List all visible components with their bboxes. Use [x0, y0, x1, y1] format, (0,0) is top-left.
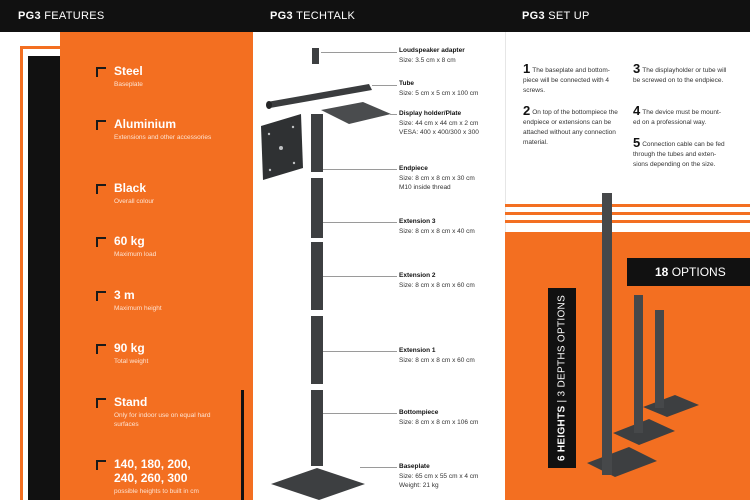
leader-line — [372, 85, 397, 86]
feature-item — [96, 181, 246, 206]
corner-bracket-icon — [96, 291, 106, 301]
header-bar — [0, 0, 750, 32]
techtalk-heading: PG3 TECHTALK — [270, 10, 356, 22]
feature-item — [96, 395, 226, 429]
feature-item — [96, 64, 246, 89]
feature-subtitle: possible heights to built in cm — [114, 488, 199, 495]
leader-line — [360, 467, 397, 468]
part-label: Extension 3 Size: 8 cm x 8 cm x 40 cm — [399, 218, 475, 235]
exploded-stand-illustration — [253, 32, 505, 500]
part-label: Bottompiece Size: 8 cm x 8 cm x 106 cm — [399, 409, 479, 426]
setup-heading: PG3 SET UP — [522, 10, 590, 22]
tall-stand — [587, 447, 657, 477]
part-label: Loudspeaker adapter Size: 3.5 cm x 8 cm — [399, 47, 465, 64]
medium-stand — [613, 419, 675, 445]
feature-subtitle: Overall colour — [114, 198, 155, 205]
feature-title: 140, 180, 200, 240, 260, 300 — [114, 457, 191, 485]
setup-step: 1 The baseplate and bottom-piece will be connected with 4 screws. — [523, 61, 610, 94]
part-label: Endpiece Size: 8 cm x 8 cm x 30 cm M10 inside thread — [399, 165, 475, 191]
corner-bracket-icon — [96, 398, 106, 408]
feature-item — [96, 117, 246, 142]
setup-step: 4 The device must be mount-ed on a professional way. — [633, 103, 721, 126]
stand-variants-illustration — [505, 185, 750, 500]
feature-subtitle: Total weight — [114, 358, 149, 365]
extension-1-part — [311, 316, 323, 384]
leader-line — [323, 276, 397, 277]
leader-line — [323, 413, 397, 414]
feature-subtitle: Baseplate — [114, 81, 143, 88]
decor-line-vertical — [20, 46, 23, 500]
baseplate-part — [271, 468, 365, 500]
extension-2-part — [311, 242, 323, 310]
feature-title: Aluminium — [114, 117, 176, 131]
features-panel — [60, 32, 253, 500]
features-heading: PG3 FEATURES — [18, 10, 105, 22]
setup-step: 3 The displayholder or tube will be screwed on to the endpiece. — [633, 61, 727, 84]
part-label: Tube Size: 5 cm x 5 cm x 100 cm — [399, 80, 479, 97]
setup-step: 2 On top of the bottompiece the endpiece or extensions can be attached without any connection material. — [523, 103, 618, 146]
feature-subtitle: Maximum height — [114, 305, 162, 312]
part-label: Baseplate Size: 65 cm x 55 cm x 4 cm Weight: 21 kg — [399, 463, 479, 489]
feature-item — [96, 288, 246, 313]
corner-bracket-icon — [96, 120, 106, 130]
loudspeaker-adapter-part — [312, 48, 319, 64]
bottompiece-part — [311, 390, 323, 466]
feature-item — [96, 234, 246, 259]
decor-black-bar — [28, 56, 60, 500]
corner-bracket-icon — [96, 184, 106, 194]
options-count-badge: 18 OPTIONS — [627, 258, 750, 286]
feature-title: 60 kg — [114, 234, 145, 248]
part-label: Display holder/Plate Size: 44 cm x 44 cm x 2 cm VESA: 400 x 400/300 x 300 — [399, 110, 479, 136]
feature-item — [96, 457, 216, 496]
feature-subtitle: Only for indoor use on equal hard surfaces — [114, 412, 211, 428]
decor-black-line — [241, 390, 244, 500]
feature-title: 90 kg — [114, 341, 145, 355]
feature-subtitle: Maximum load — [114, 251, 157, 258]
corner-bracket-icon — [96, 460, 106, 470]
setup-step: 5 Connection cable can be fed through the tubes and exten-sions depending on the size. — [633, 135, 725, 168]
feature-title: Stand — [114, 395, 148, 409]
options-vertical-label: 6 HEIGHTS | 3 DEPTHS OPTIONS — [556, 294, 568, 462]
leader-line — [321, 52, 397, 53]
display-plate-part — [321, 102, 391, 124]
decor-line-horizontal — [20, 46, 68, 49]
feature-title: Steel — [114, 64, 143, 78]
endpiece-part — [311, 114, 323, 172]
corner-bracket-icon — [96, 344, 106, 354]
leader-line — [323, 222, 397, 223]
leader-line — [323, 351, 397, 352]
corner-bracket-icon — [96, 67, 106, 77]
corner-bracket-icon — [96, 237, 106, 247]
feature-item — [96, 341, 246, 366]
part-label: Extension 1 Size: 8 cm x 8 cm x 60 cm — [399, 347, 475, 364]
leader-line — [323, 169, 397, 170]
extension-3-part — [311, 178, 323, 238]
leader-line — [390, 114, 397, 115]
part-label: Extension 2 Size: 8 cm x 8 cm x 60 cm — [399, 272, 475, 289]
feature-title: 3 m — [114, 288, 135, 302]
feature-title: Black — [114, 181, 147, 195]
feature-subtitle: Extensions and other accessories — [114, 134, 212, 141]
short-stand — [643, 395, 699, 417]
